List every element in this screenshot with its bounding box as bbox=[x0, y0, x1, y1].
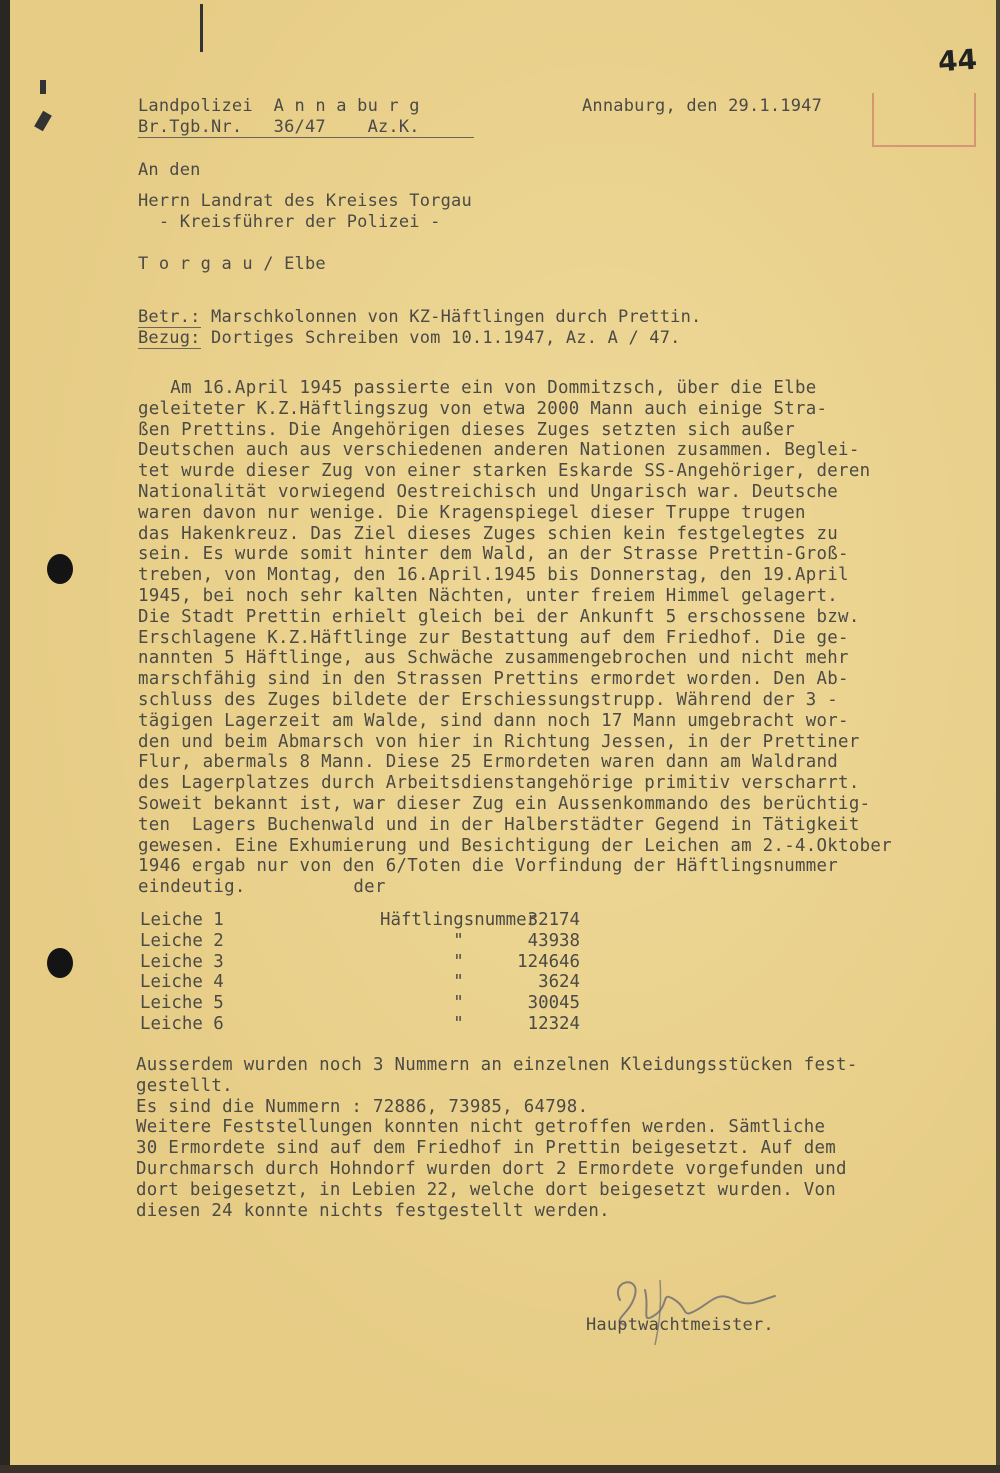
body-line: Deutschen auch aus verschiedenen anderen Nationen zusammen. Beglei- bbox=[138, 440, 860, 461]
row-number: 3624 bbox=[538, 972, 580, 993]
address-subtitle: - Kreisführer der Polizei - bbox=[138, 212, 441, 232]
body-line: Nationalität vorwiegend Oestreichisch und Ungarisch war. Deutsche bbox=[138, 481, 839, 502]
punch-hole-lower bbox=[47, 948, 73, 978]
body-line: Flur, abermals 8 Mann. Diese 25 Ermordeten waren dann am Waldrand bbox=[138, 752, 839, 773]
row-mid: " bbox=[380, 993, 464, 1014]
row-mid: Häftlingsnummer bbox=[380, 910, 538, 930]
place-date: Annaburg, den 29.1.1947 bbox=[582, 96, 823, 116]
body-line: diesen 24 konnte nichts festgestellt werden. bbox=[136, 1200, 610, 1221]
body-line: Es sind die Nummern : 72886, 73985, 64798. bbox=[136, 1096, 589, 1117]
reference-line bbox=[138, 328, 681, 348]
closing-paragraph bbox=[136, 1055, 858, 1221]
row-mid: " bbox=[380, 1013, 464, 1034]
body-line: geleiteter K.Z.Häftlingszug von etwa 2000 Mann auch einige Stra- bbox=[138, 398, 828, 419]
body-line: gestellt. bbox=[136, 1075, 233, 1096]
subject-text: Marschkolonnen von KZ-Häftlingen durch Prettin. bbox=[200, 307, 702, 327]
body-line: tet wurde dieser Zug von einer starken Eskarde SS-Angehöriger, deren bbox=[138, 461, 871, 482]
body-line: treben, von Montag, den 16.April.1945 bis Donnerstag, den 19.April bbox=[138, 565, 849, 586]
letter-body bbox=[138, 378, 988, 898]
row-mid: " bbox=[380, 972, 464, 993]
body-line: Durchmarsch durch Hohndorf wurden dort 2 Ermordete vorgefunden und bbox=[136, 1158, 847, 1179]
body-line: 1946 ergab nur von den 6/Toten die Vorfindung der Häftlingsnummer bbox=[138, 856, 839, 877]
reference-label: Bezug: bbox=[138, 328, 201, 348]
punch-hole-upper bbox=[47, 554, 73, 584]
body-line: schluss des Zuges bildete der Erschiessungstrupp. Während der 3 - bbox=[138, 689, 839, 710]
scan-edge-bottom bbox=[0, 1465, 1000, 1473]
body-line: 30 Ermordete sind auf dem Friedhof in Prettin beigesetzt. Auf dem bbox=[136, 1138, 837, 1159]
body-line: dort beigesetzt, in Lebien 22, welche dort beigesetzt wurden. Von bbox=[136, 1179, 837, 1200]
scan-edge-right bbox=[996, 0, 1000, 1473]
row-label: Leiche 4 bbox=[140, 972, 224, 993]
body-line: eindeutig. der bbox=[138, 877, 386, 898]
body-line: ßen Prettins. Die Angehörigen dieses Zuges setzten sich außer bbox=[138, 419, 795, 440]
body-line: Weitere Feststellungen konnten nicht getroffen werden. Sämtliche bbox=[136, 1117, 826, 1138]
body-line: Am 16.April 1945 passierte ein von Dommitzsch, über die Elbe bbox=[138, 378, 817, 398]
folio-number: 44 bbox=[936, 42, 979, 79]
body-line: des Lagerplatzes durch Arbeitsdienstangehörige primitiv verscharrt. bbox=[138, 773, 860, 794]
address-recipient: Herrn Landrat des Kreises Torgau bbox=[138, 191, 472, 211]
subject-label: Betr.: bbox=[138, 307, 201, 327]
row-label: Leiche 2 bbox=[140, 930, 224, 951]
row-label: Leiche 1 bbox=[140, 910, 224, 930]
body-line: das Hakenkreuz. Das Ziel dieses Zuges schien kein festgelegtes zu bbox=[138, 523, 839, 544]
row-label: Leiche 3 bbox=[140, 951, 224, 972]
handwritten-signature bbox=[600, 1270, 800, 1350]
body-line: Ausserdem wurden noch 3 Nummern an einzelnen Kleidungsstücken fest- bbox=[136, 1055, 858, 1075]
scan-edge-left bbox=[0, 0, 10, 1473]
address-line: An den bbox=[138, 160, 201, 180]
body-line: ten Lagers Buchenwald und in der Halberstädter Gegend in Tätigkeit bbox=[138, 814, 860, 835]
row-mid: " bbox=[380, 951, 464, 972]
address-city: T o r g a u / Elbe bbox=[138, 254, 326, 274]
row-number: 43938 bbox=[527, 930, 580, 951]
body-line: sein. Es wurde somit hinter dem Wald, an der Strasse Prettin-Groß- bbox=[138, 544, 849, 565]
reference-number: Br.Tgb.Nr. 36/47 Az.K. bbox=[138, 117, 474, 138]
reference-text: Dortiges Schreiben vom 10.1.1947, Az. A / 47. bbox=[200, 328, 681, 348]
signature-title: Hauptwachtmeister. bbox=[586, 1315, 774, 1335]
row-mid: " bbox=[380, 930, 464, 951]
body-line: marschfähig sind in den Strassen Prettins ermordet worden. Den Ab- bbox=[138, 669, 849, 690]
body-line: Soweit bekannt ist, war dieser Zug ein Aussenkommando des berüchtig- bbox=[138, 793, 871, 814]
body-line: 1945, bei noch sehr kalten Nächten, unter freiem Himmel gelagert. bbox=[138, 585, 839, 606]
body-line: waren davon nur wenige. Die Kragenspiegel dieser Truppe trugen bbox=[138, 502, 806, 523]
row-label: Leiche 5 bbox=[140, 993, 224, 1014]
row-label: Leiche 6 bbox=[140, 1013, 224, 1034]
row-number: 12324 bbox=[527, 1013, 580, 1034]
row-number: 124646 bbox=[517, 951, 580, 972]
body-line: Erschlagene K.Z.Häftlinge zur Bestattung auf dem Friedhof. Die ge- bbox=[138, 627, 849, 648]
body-line: den und beim Abmarsch von hier in Richtung Jessen, in der Prettiner bbox=[138, 731, 860, 752]
margin-mark bbox=[34, 111, 52, 132]
margin-mark bbox=[200, 4, 203, 52]
body-line: tägigen Lagerzeit am Walde, sind dann noch 17 Mann umgebracht wor- bbox=[138, 710, 849, 731]
stamp-outline bbox=[872, 93, 976, 147]
body-line: Die Stadt Prettin erhielt gleich bei der Ankunft 5 erschossene bzw. bbox=[138, 606, 860, 627]
row-number: 30045 bbox=[527, 993, 580, 1014]
row-number: 32174 bbox=[527, 910, 580, 930]
margin-mark bbox=[40, 80, 46, 94]
body-line: gewesen. Eine Exhumierung und Besichtigung der Leichen am 2.-4.Oktober bbox=[138, 835, 892, 856]
body-line: nannten 5 Häftlinge, aus Schwäche zusammengebrochen und nicht mehr bbox=[138, 648, 849, 669]
office-name: Landpolizei A n n a bu r g bbox=[138, 96, 420, 116]
subject-line bbox=[138, 307, 701, 327]
